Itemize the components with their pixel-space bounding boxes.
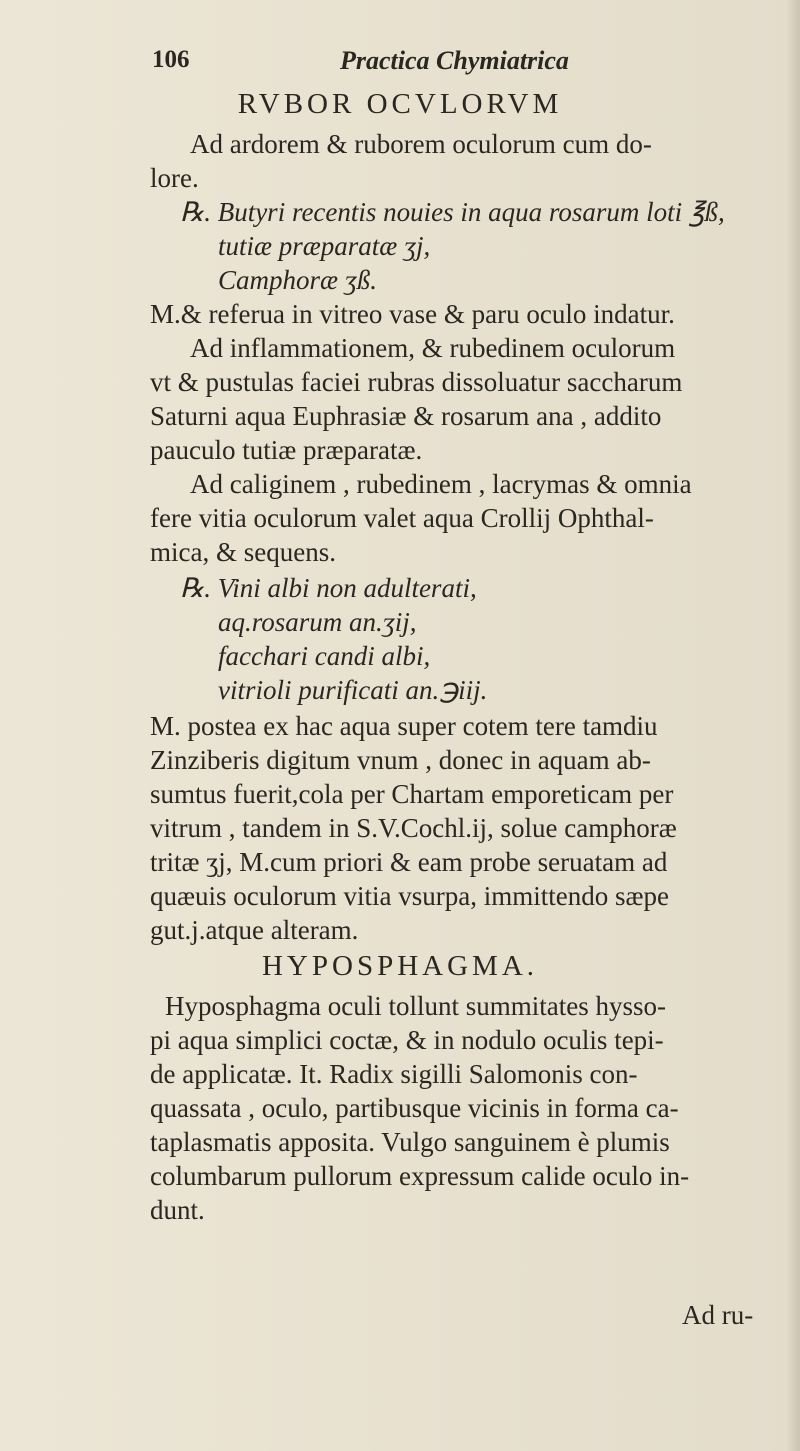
text-line: vitrum , tandem in S.V.Cochl.ij, solue camphoræ (150, 813, 677, 843)
text-line: taplasmatis apposita. Vulgo sanguinem è plumis (150, 1127, 670, 1157)
text-line: tritæ ʒj, M.cum priori & eam probe seruatam ad (150, 847, 668, 877)
recipe-line: Camphoræ ʒß. (218, 265, 378, 295)
page-header (0, 28, 800, 88)
text-line: pauculo tutiæ præparatæ. (150, 435, 423, 465)
text-line: vt & pustulas faciei rubras dissoluatur saccharum (150, 367, 683, 397)
text-line: Saturni aqua Euphrasiæ & rosarum ana , addito (150, 401, 662, 431)
text-line: gut.j.atque alteram. (150, 915, 359, 945)
recipe-line: vitrioli purificati an.℈iij. (218, 675, 488, 705)
text-line: Zinziberis digitum vnum , donec in aquam ab- (150, 745, 651, 775)
text-line: M. postea ex hac aqua super cotem tere tamdiu (150, 711, 658, 741)
recipe-line: ℞. Butyri recentis nouies in aqua rosarum loti ℥ß, (180, 197, 725, 227)
text-line: fere vitia oculorum valet aqua Crollij Ophthal- (150, 503, 654, 533)
text-line: quassata , oculo, partibusque vicinis in forma ca- (150, 1093, 679, 1123)
text-line: Ad ardorem & ruborem oculorum cum do- (190, 129, 652, 159)
text-line: dunt. (150, 1195, 205, 1225)
recipe-line: facchari candi albi, (218, 641, 431, 671)
text-line: quæuis oculorum vitia vsurpa, immittendo sæpe (150, 881, 669, 911)
section-heading-hyposphagma: HYPOSPHAGMA. (261, 950, 539, 982)
text-line: Hyposphagma oculi tollunt summitates hysso- (165, 991, 666, 1021)
recipe-line: aq.rosarum an.ʒij, (218, 607, 417, 637)
text-line: sumtus fuerit,cola per Chartam emporeticam per (150, 779, 674, 809)
page-gutter-shadow (786, 0, 800, 1451)
text-line: lore. (150, 163, 199, 193)
catchword: Ad ru- (682, 1300, 754, 1330)
text-line: M.& referua in vitreo vase & paru oculo indatur. (150, 299, 675, 329)
running-title: Practica Chymiatrica (340, 46, 569, 75)
recipe-line: ℞. Vini albi non adulterati, (180, 573, 477, 603)
text-line: pi aqua simplici coctæ, & in nodulo oculis tepi- (150, 1025, 664, 1055)
text-line: mica, & sequens. (150, 537, 336, 567)
text-line: Ad caliginem , rubedinem , lacrymas & omnia (190, 469, 692, 499)
page-number: 106 (152, 46, 190, 73)
text-line: columbarum pullorum expressum calide oculo in- (150, 1161, 690, 1191)
text-line: de applicatæ. It. Radix sigilli Salomonis con- (150, 1059, 638, 1089)
recipe-line: tutiæ præparatæ ʒj, (218, 231, 431, 261)
text-line: Ad inflammationem, & rubedinem oculorum (190, 333, 676, 363)
section-heading-rubor-oculorum: RVBOR OCVLORVM (237, 88, 563, 120)
